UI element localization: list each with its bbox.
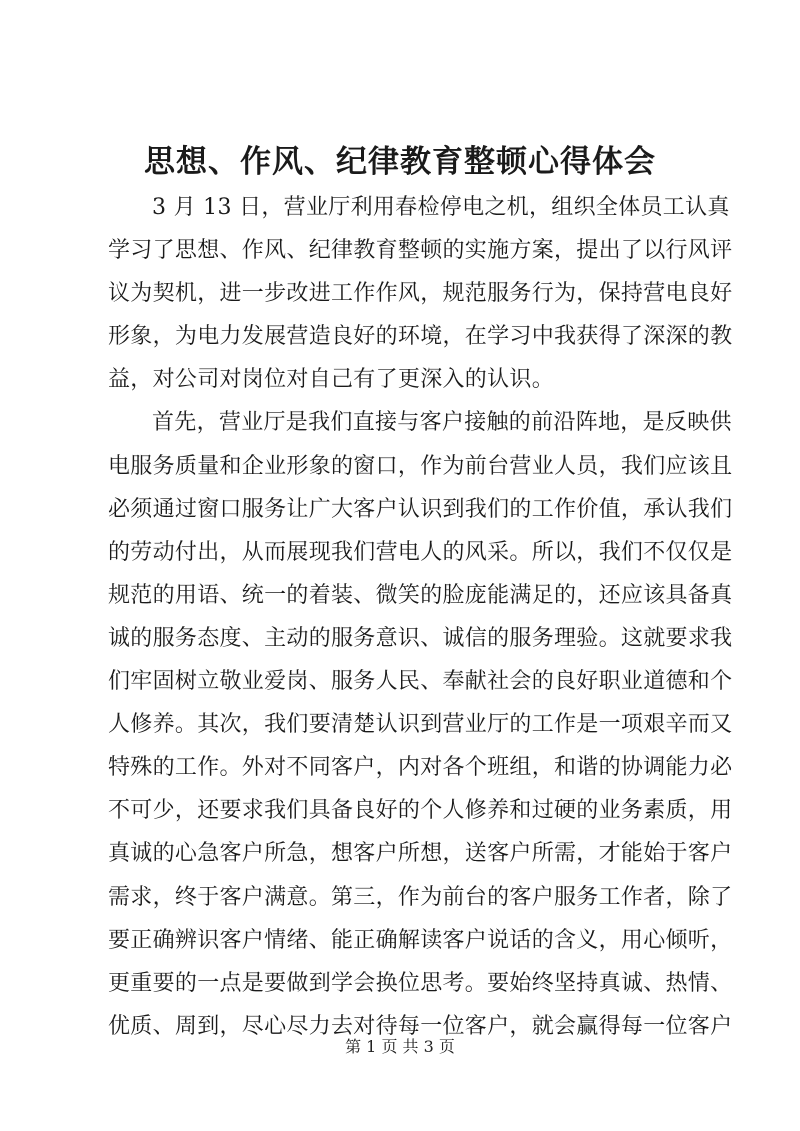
paragraph-2-line: 优质、周到，尽心尽力去对待每一位客户，就会赢得每一位客户: [108, 1013, 733, 1039]
paragraph-2-line: 们牢固树立敬业爱岗、服务人民、奉献社会的良好职业道德和个: [108, 669, 733, 695]
paragraph-1-line: 益，对公司对岗位对自己有了更深入的认识。: [108, 367, 555, 393]
paragraph-2-line: 更重要的一点是要做到学会换位思考。要始终坚持真诚、热情、: [108, 970, 733, 996]
paragraph-2-line: 要正确辨识客户情绪、能正确解读客户说话的含义，用心倾听，: [108, 927, 733, 953]
paragraph-1-line: 议为契机，进一步改进工作作风，规范服务行为，保持营电良好: [108, 281, 733, 307]
paragraph-2-line: 规范的用语、统一的着装、微笑的脸庞能满足的，还应该具备真: [108, 582, 733, 608]
paragraph-1-line: 形象，为电力发展营造良好的环境，在学习中我获得了深深的教: [108, 324, 733, 350]
paragraph-2-line: 必须通过窗口服务让广大客户认识到我们的工作价值，承认我们: [108, 496, 733, 522]
paragraph-2-line: 首先，营业厅是我们直接与客户接触的前沿阵地，是反映供: [152, 410, 732, 436]
page-number-footer: 第 1 页 共 3 页: [345, 1037, 455, 1056]
paragraph-2-line: 需求，终于客户满意。第三，作为前台的客户服务工作者，除了: [108, 884, 733, 910]
paragraph-2-line: 的劳动付出，从而展现我们营电人的风采。所以，我们不仅仅是: [108, 539, 733, 565]
paragraph-2-line: 电服务质量和企业形象的窗口，作为前台营业人员，我们应该且: [108, 453, 733, 479]
paragraph-2-line: 人修养。其次，我们要清楚认识到营业厅的工作是一项艰辛而又: [108, 712, 733, 738]
paragraph-2-line: 诚的服务态度、主动的服务意识、诚信的服务理验。这就要求我: [108, 625, 733, 651]
paragraph-2-line: 真诚的心急客户所急，想客户所想，送客户所需，才能始于客户: [108, 841, 733, 867]
paragraph-2-line: 特殊的工作。外对不同客户，内对各个班组，和谐的协调能力必: [108, 755, 733, 781]
document-body: [108, 186, 733, 1048]
paragraph-2-line: 不可少，还要求我们具备良好的个人修养和过硬的业务素质，用: [108, 798, 733, 824]
paragraph-1-line: 3 月 13 日，营业厅利用春检停电之机，组织全体员工认真: [152, 195, 730, 220]
paragraph-1-line: 学习了思想、作风、纪律教育整顿的实施方案，提出了以行风评: [108, 238, 733, 264]
document-title: 思想、作风、纪律教育整顿心得体会: [144, 144, 656, 180]
